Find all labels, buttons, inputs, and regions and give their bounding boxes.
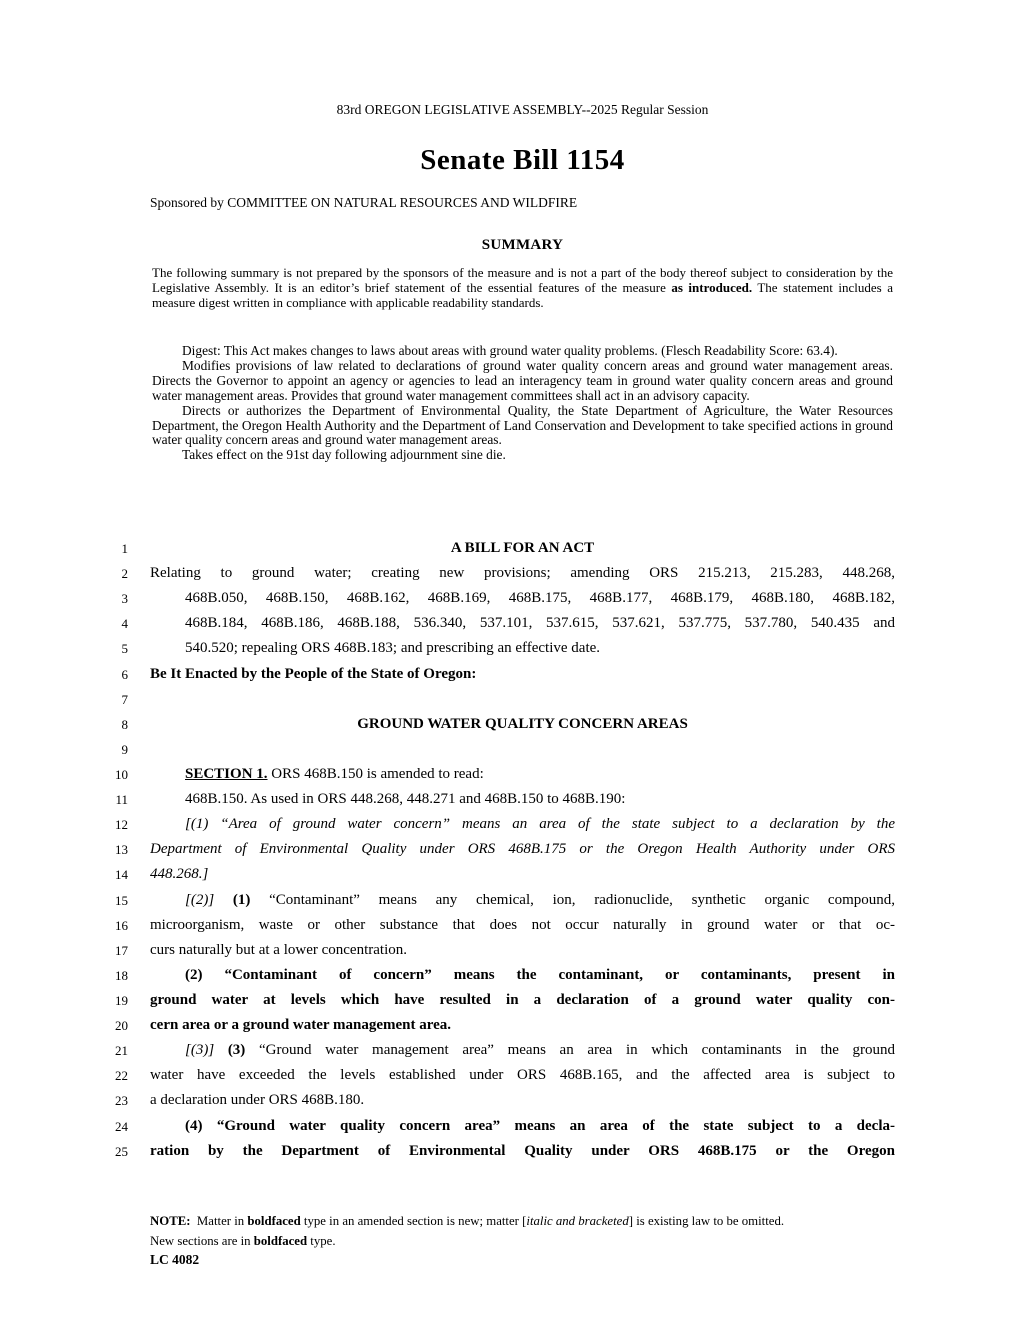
text-segment: “Ground water management area” means an area in which contaminants in the ground bbox=[245, 1042, 895, 1059]
line-number: 9 bbox=[121, 741, 128, 757]
text-segment: Department of Environmental Quality under ORS 468B.175 or the Oregon Health Authority under ORS bbox=[150, 841, 895, 858]
line-text bbox=[150, 712, 895, 737]
line-number: 13 bbox=[115, 842, 128, 858]
line-number: 11 bbox=[115, 792, 128, 808]
text-segment: Relating to ground water; creating new provisions; amending ORS 215.213, 215.283, 448.268, bbox=[150, 565, 895, 582]
line-number: 22 bbox=[115, 1068, 128, 1084]
line-number: 16 bbox=[115, 917, 128, 933]
text-segment: 448.268.] bbox=[150, 866, 209, 883]
digest-paragraph: Modifies provisions of law related to declarations of ground water quality concern areas and ground water management areas. Directs the Governor to appoint an agency or agencies to lead an interagency team in ground water quality concern areas and ground water management areas. Provides that ground water management committees shall act in an advisory capacity. bbox=[152, 357, 893, 403]
text-segment: “Contaminant” means any chemical, ion, radionuclide, synthetic organic compound, bbox=[250, 891, 895, 908]
line-number: 1 bbox=[121, 541, 128, 556]
sponsor-line: Sponsored by COMMITTEE ON NATURAL RESOURCES AND WILDFIRE bbox=[150, 195, 578, 210]
line-number: 20 bbox=[115, 1018, 128, 1034]
line-number: 10 bbox=[115, 766, 128, 782]
bill-text-line bbox=[0, 611, 1024, 636]
line-text bbox=[150, 762, 895, 787]
bill-text-line bbox=[0, 1013, 1024, 1038]
line-number: 8 bbox=[121, 716, 128, 732]
line-number: 4 bbox=[121, 616, 128, 632]
bill-text-line bbox=[0, 888, 1024, 913]
line-text bbox=[150, 1114, 895, 1139]
digest-paragraph: Directs or authorizes the Department of Environmental Quality, the State Department of Agriculture, the Water Resources Department, the Oregon Health Authority and the Department of Land Conservation and Development to take specified actions in ground water quality concern areas and ground water management areas. bbox=[152, 402, 893, 448]
line-text bbox=[150, 561, 895, 586]
bill-text-line bbox=[0, 1038, 1024, 1063]
line-text bbox=[150, 586, 895, 611]
line-text bbox=[150, 888, 895, 913]
line-text bbox=[150, 687, 895, 712]
line-text bbox=[150, 1139, 895, 1164]
line-number: 17 bbox=[115, 942, 128, 958]
bill-text-line bbox=[0, 938, 1024, 963]
line-text bbox=[150, 1088, 895, 1113]
text-segment: The statement includes a measure digest written in compliance with applicable readability standards. bbox=[152, 279, 893, 310]
line-number: 14 bbox=[115, 867, 128, 883]
line-number: 12 bbox=[115, 817, 128, 833]
text-segment: cern area or a ground water management area. bbox=[150, 1017, 452, 1034]
digest-paragraph: Digest: This Act makes changes to laws about areas with ground water quality problems. (Flesch Readability Score: 63.4). bbox=[182, 343, 838, 358]
text-segment: boldfaced bbox=[247, 1214, 301, 1228]
line-text bbox=[150, 787, 895, 812]
line-text bbox=[150, 963, 895, 988]
text-segment: [(1) “Area of ground water concern” means an area of the state subject to a declaration by the bbox=[185, 816, 895, 833]
line-text bbox=[150, 938, 895, 963]
line-number: 24 bbox=[115, 1118, 128, 1134]
line-number: 5 bbox=[121, 641, 128, 657]
line-number: 15 bbox=[115, 892, 128, 908]
line-number: 7 bbox=[121, 691, 128, 707]
line-text bbox=[150, 862, 895, 887]
text-segment: 468B.050, 468B.150, 468B.162, 468B.169, 468B.175, 468B.177, 468B.179, 468B.180, 468B.182, bbox=[185, 590, 895, 607]
bill-text-line bbox=[0, 636, 1024, 661]
text-segment: ] is existing law to be omitted. bbox=[628, 1214, 785, 1228]
text-segment: type in an amended section is new; matter [ bbox=[300, 1214, 527, 1228]
text-segment: boldfaced bbox=[253, 1233, 308, 1248]
line-number: 25 bbox=[115, 1143, 128, 1159]
bill-text-line bbox=[0, 1088, 1024, 1113]
line-text bbox=[150, 636, 895, 661]
line-text bbox=[150, 812, 895, 837]
line-text bbox=[150, 1063, 895, 1088]
line-number: 6 bbox=[121, 666, 128, 682]
footer-note bbox=[150, 1212, 875, 1251]
summary-paragraph bbox=[152, 266, 893, 311]
text-segment: Matter in bbox=[190, 1214, 248, 1228]
line-number: 23 bbox=[115, 1093, 128, 1109]
line-text bbox=[150, 988, 895, 1013]
line-text bbox=[150, 913, 895, 938]
session-header: 83rd OREGON LEGISLATIVE ASSEMBLY--2025 Regular Session bbox=[336, 102, 709, 117]
line-text bbox=[150, 1013, 895, 1038]
bill-text-line bbox=[0, 1063, 1024, 1088]
bill-text-line bbox=[0, 787, 1024, 812]
text-segment: ground water at levels which have resulted in a declaration of a ground water quality con- bbox=[150, 991, 895, 1008]
text-segment: ration by the Department of Environmental Quality under ORS 468B.175 or the Oregon bbox=[150, 1142, 895, 1159]
summary-heading: SUMMARY bbox=[481, 237, 564, 253]
line-text bbox=[150, 837, 895, 862]
text-segment: (1) bbox=[214, 891, 251, 908]
text-segment: 468B.184, 468B.186, 468B.188, 536.340, 537.101, 537.615, 537.621, 537.775, 537.780, 540.435 and bbox=[185, 615, 895, 632]
text-segment: 540.520; repealing ORS 468B.183; and prescribing an effective date. bbox=[185, 640, 601, 657]
bill-text-line bbox=[0, 988, 1024, 1013]
text-segment: [(3)] bbox=[185, 1042, 215, 1059]
bill-text-line bbox=[0, 737, 1024, 762]
digest-block bbox=[152, 344, 893, 463]
line-number: 2 bbox=[121, 566, 128, 582]
text-segment: (3) bbox=[214, 1042, 246, 1059]
bill-text-line bbox=[0, 963, 1024, 988]
text-segment: GROUND WATER QUALITY CONCERN AREAS bbox=[357, 715, 688, 732]
text-segment: italic and bracketed bbox=[526, 1214, 629, 1228]
text-segment: [(2)] bbox=[185, 891, 215, 908]
bill-text-line bbox=[0, 662, 1024, 687]
line-text bbox=[150, 536, 895, 561]
line-text bbox=[150, 1038, 895, 1063]
line-text bbox=[150, 662, 895, 687]
text-segment: Be It Enacted by the People of the State of Oregon: bbox=[150, 665, 477, 682]
lc-number: LC 4082 bbox=[150, 1252, 200, 1267]
bill-text-line bbox=[0, 1114, 1024, 1139]
bill-text-line bbox=[0, 762, 1024, 787]
text-segment: a declaration under ORS 468B.180. bbox=[150, 1092, 365, 1109]
bill-text-line bbox=[0, 812, 1024, 837]
text-segment: SECTION 1. bbox=[185, 765, 268, 782]
line-text bbox=[150, 611, 895, 636]
text-segment: NOTE: bbox=[150, 1214, 191, 1228]
text-segment: New sections are in bbox=[150, 1233, 254, 1248]
bill-title: Senate Bill 1154 bbox=[420, 144, 625, 176]
bill-text-line bbox=[0, 837, 1024, 862]
line-number: 3 bbox=[121, 591, 128, 607]
text-segment: ORS 468B.150 is amended to read: bbox=[267, 765, 484, 782]
bill-text-line bbox=[0, 862, 1024, 887]
text-segment: 468B.150. As used in ORS 448.268, 448.271 and 468B.150 to 468B.190: bbox=[185, 791, 626, 808]
bill-text-line bbox=[0, 586, 1024, 611]
line-number: 21 bbox=[115, 1043, 128, 1059]
text-segment: as introduced. bbox=[671, 279, 753, 295]
bill-text-line bbox=[0, 913, 1024, 938]
footer-note-line bbox=[150, 1232, 875, 1252]
bill-text-line bbox=[0, 712, 1024, 737]
text-segment: type. bbox=[307, 1233, 336, 1248]
bill-text-line bbox=[0, 1139, 1024, 1164]
digest-paragraph: Takes effect on the 91st day following adjournment sine die. bbox=[182, 447, 506, 463]
bill-text-line bbox=[0, 536, 1024, 561]
footer-note-line bbox=[150, 1212, 875, 1232]
text-segment: A BILL FOR AN ACT bbox=[450, 540, 595, 556]
bill-text-line bbox=[0, 561, 1024, 586]
bill-text-body bbox=[0, 536, 1024, 1164]
text-segment: The following summary is not prepared by the sponsors of the measure and is not a part of the body thereof subject to consideration by the Legislative Assembly. It is an editor’s brief statement of the essential features of the measure bbox=[152, 265, 893, 295]
text-segment: microorganism, waste or other substance that does not occur naturally in ground water or that oc- bbox=[150, 916, 895, 933]
text-segment: (2) “Contaminant of concern” means the contaminant, or contaminants, present in bbox=[185, 966, 895, 983]
bill-text-line bbox=[0, 687, 1024, 712]
line-number: 19 bbox=[115, 992, 128, 1008]
line-text bbox=[150, 737, 895, 762]
line-number: 18 bbox=[115, 967, 128, 983]
text-segment: water have exceeded the levels established under ORS 468B.165, and the affected area is subject to bbox=[150, 1067, 895, 1084]
text-segment: (4) “Ground water quality concern area” means an area of the state subject to a decla- bbox=[185, 1117, 895, 1134]
text-segment: curs naturally but at a lower concentration. bbox=[150, 941, 407, 958]
